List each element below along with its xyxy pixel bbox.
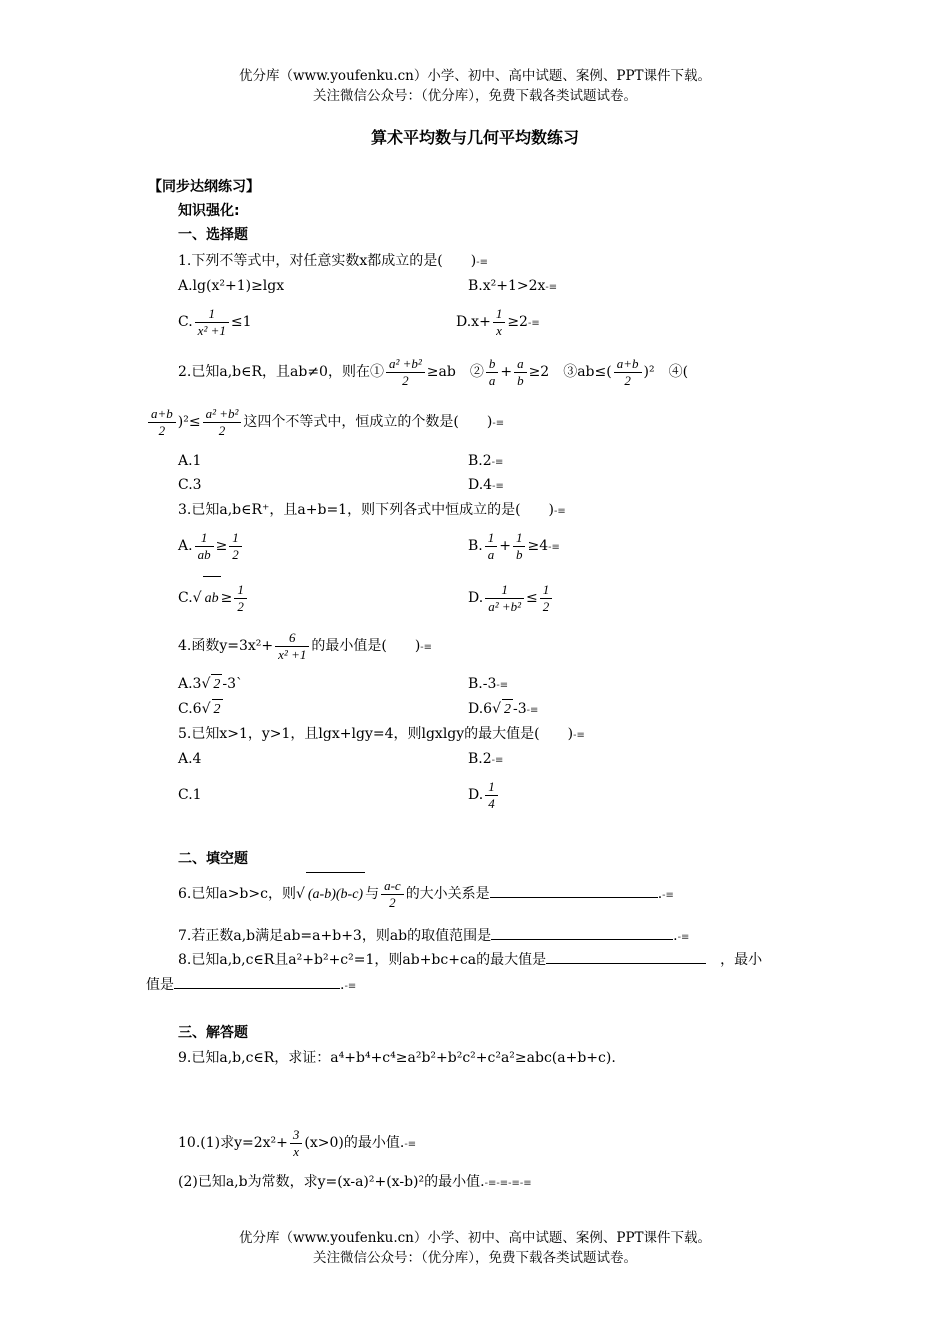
knowledge-heading: 知识强化: bbox=[178, 203, 240, 219]
q4-c-radicand: 2 bbox=[212, 699, 223, 720]
q1-option-a: A.lg(x²+1)≥lgx bbox=[178, 278, 285, 294]
page-title: 算术平均数与几何平均数练习 bbox=[370, 128, 579, 147]
q3-a-mid: ≥ bbox=[215, 538, 228, 554]
q1-c-den: x² +1 bbox=[195, 322, 229, 339]
q3-b-frac-2 bbox=[513, 530, 526, 563]
q10-p1-prefix: 10.(1)求y=2x²+ bbox=[178, 1135, 288, 1151]
q3-d-den2: 2 bbox=[540, 598, 553, 615]
q6-suffix: 的大小关系是 bbox=[405, 886, 490, 902]
q8-max-blank[interactable] bbox=[546, 949, 706, 964]
q2-after4: )²≤ bbox=[177, 414, 201, 430]
q2-f3-num: a bbox=[517, 355, 524, 371]
q2-frac-2 bbox=[486, 356, 499, 389]
q6-mid: 与 bbox=[365, 886, 380, 902]
part1-heading: 一、选择题 bbox=[178, 227, 248, 243]
q2-option-c: C.3 bbox=[178, 477, 202, 493]
q1-option-b-text: B.x²+1>2x bbox=[468, 278, 546, 294]
q4-c-prefix: C.6 bbox=[178, 701, 202, 717]
q5-d-prefix: D. bbox=[468, 787, 484, 803]
q1-stem-text: 1.下列不等式中，对任意实数x都成立的是( ) bbox=[178, 253, 477, 269]
q2-stem-line2: $\frac{a+b}{2}$ )²≤ $\frac{\text{a² +b²}}{2}$ 这四个不等式中，恒成立的个数是( )-≡ bbox=[146, 400, 504, 446]
q2-frac-6 bbox=[203, 406, 242, 439]
q2-f4-den: 2 bbox=[614, 372, 642, 389]
q3-c-radicand: ab bbox=[203, 576, 221, 621]
q4-d-suffix: -3 bbox=[513, 701, 527, 717]
q6-prefix: 6.已知a>b>c，则 bbox=[178, 886, 296, 902]
q3-b-plus: + bbox=[499, 538, 511, 554]
q2-after1: ≥ab ② bbox=[426, 364, 484, 380]
q7-end: . bbox=[673, 928, 678, 944]
q3-d-frac-2 bbox=[540, 582, 553, 615]
q3-b-prefix: B. bbox=[468, 538, 483, 554]
q3-a-frac-2 bbox=[229, 530, 242, 563]
q4-d-radicand: 2 bbox=[502, 699, 513, 720]
q5-option-b-text: B.2 bbox=[468, 751, 492, 767]
q8-min-blank[interactable] bbox=[174, 974, 340, 989]
q3-stem: 3.已知a,b∈R⁺，且a+b=1，则下列各式中恒成立的是( )-≡ bbox=[178, 502, 566, 518]
footer-line-2: 关注微信公众号：（优分库），免费下载各类试题试卷。 bbox=[313, 1250, 637, 1266]
q6-frac bbox=[381, 878, 404, 911]
sqrt-icon: √ bbox=[492, 701, 502, 717]
q3-d-mid: ≤ bbox=[526, 590, 538, 606]
q6-end: . bbox=[657, 886, 663, 902]
q2-plus: + bbox=[500, 364, 513, 380]
q10-den: x bbox=[290, 1143, 303, 1160]
q8-tail: ，最小 bbox=[720, 952, 763, 968]
q2-f1-den: 2 bbox=[386, 372, 425, 389]
q2-after2: ≥2 ③ab≤( bbox=[528, 364, 612, 380]
q2-after5: 这四个不等式中，恒成立的个数是( ) bbox=[243, 414, 493, 430]
header-line-2: 关注微信公众号：（优分库），免费下载各类试题试卷。 bbox=[313, 88, 637, 104]
q3-a-den: ab bbox=[195, 546, 214, 563]
q1-option-d: D.x+ $\frac{1}{x}$ ≥2-≡ bbox=[456, 305, 540, 338]
q3-a-num2: 1 bbox=[232, 529, 239, 545]
header-line-1: 优分库（www.youfenku.cn）小学、初中、高中试题、案例、PPT课件下载。 bbox=[238, 68, 712, 84]
q5-stem-text: 5.已知x>1，y>1，且lgx+lgy=4，则lgxlgy的最大值是( ) bbox=[178, 726, 574, 742]
q4-option-b-text: B.-3 bbox=[468, 676, 497, 692]
q3-d-num2: 1 bbox=[542, 581, 550, 597]
section-heading: 【同步达纲练习】 bbox=[148, 179, 260, 195]
q8-line2: 值是 .-≡ bbox=[146, 974, 356, 997]
q3-c-prefix: C. bbox=[178, 590, 193, 606]
q2-option-d: D.4-≡ bbox=[468, 477, 504, 493]
q1-d-num: 1 bbox=[495, 305, 503, 321]
q3-b-num2: 1 bbox=[515, 529, 523, 545]
q8-text: 8.已知a,b,c∈R且a²+b²+c²=1，则ab+bc+ca的最大值是 bbox=[178, 952, 547, 968]
q4-option-a bbox=[178, 674, 243, 695]
q3-b-den: a bbox=[485, 546, 498, 563]
q2-f6-den: 2 bbox=[203, 422, 242, 439]
q3-b-suffix: ≥4 bbox=[527, 538, 549, 554]
q2-after3: )² ④( bbox=[643, 364, 689, 380]
sqrt-icon: √ bbox=[192, 590, 202, 606]
q4-option-b: B.-3-≡ bbox=[468, 676, 509, 692]
q2-option-b: B.2-≡ bbox=[468, 453, 504, 469]
q10-p2-text: (2)已知a,b为常数，求y=(x-a)²+(x-b)²的最小值. bbox=[178, 1174, 485, 1190]
q5-d-den: 4 bbox=[485, 795, 498, 812]
q3-option-c bbox=[178, 576, 249, 621]
q2-f6-num: a² +b² bbox=[205, 405, 239, 421]
q4-prefix: 4.函数y=3x²+ bbox=[178, 638, 274, 654]
q5-d-frac bbox=[485, 779, 498, 812]
q5-option-a: A.4 bbox=[178, 751, 202, 767]
q10-frac bbox=[290, 1127, 303, 1160]
q1-d-fraction bbox=[493, 306, 506, 339]
q2-f2-den: a bbox=[486, 372, 499, 389]
q2-prefix: 2.已知a,b∈R，且ab≠0，则在① bbox=[178, 364, 384, 380]
part3-heading: 三、解答题 bbox=[178, 1025, 248, 1041]
q3-c-den: 2 bbox=[234, 598, 247, 615]
q4-d-prefix: D.6 bbox=[468, 701, 493, 717]
part2-heading: 二、填空题 bbox=[178, 851, 248, 867]
q4-a-radicand: 2 bbox=[211, 674, 222, 695]
q2-f3-den: b bbox=[514, 372, 527, 389]
q4-a-suffix: -3` bbox=[222, 676, 244, 692]
q6-radicand: (a-b)(b-c) bbox=[306, 872, 365, 917]
q1-d-den: x bbox=[493, 322, 506, 339]
q1-c-suffix: ≤1 bbox=[230, 314, 252, 330]
q1-c-num: 1 bbox=[208, 305, 216, 321]
q4-a-prefix: A.3 bbox=[178, 676, 202, 692]
q7-text: 7.若正数a,b满足ab=a+b+3，则ab的取值范围是 bbox=[178, 928, 492, 944]
q2-option-d-text: D.4 bbox=[468, 477, 493, 493]
q5-option-d bbox=[468, 773, 500, 817]
q1-c-fraction bbox=[195, 306, 229, 339]
q2-frac-5 bbox=[148, 406, 176, 439]
q4-suffix: 的最小值是( ) bbox=[311, 638, 421, 654]
q3-b-frac-1 bbox=[485, 530, 498, 563]
q1-d-prefix: D.x+ bbox=[456, 314, 491, 330]
q3-a-den2: 2 bbox=[229, 546, 242, 563]
q9: 9.已知a,b,c∈R，求证：a⁴+b⁴+c⁴≥a²b²+b²c²+c²a²≥abc(a+b+c). bbox=[178, 1050, 616, 1066]
q3-a-prefix: A. bbox=[178, 538, 193, 554]
q3-d-frac-1 bbox=[485, 582, 524, 615]
q8-end: . bbox=[340, 977, 345, 993]
q2-option-b-text: B.2 bbox=[468, 453, 492, 469]
q3-b-den2: b bbox=[513, 546, 526, 563]
sqrt-icon: √ bbox=[201, 676, 211, 692]
q8-line2-text: 值是 bbox=[146, 977, 174, 993]
q4-option-c bbox=[178, 699, 223, 720]
q3-c-num: 1 bbox=[237, 581, 244, 597]
q2-frac-1 bbox=[386, 356, 425, 389]
q3-d-den: a² +b² bbox=[485, 598, 524, 615]
q2-frac-4 bbox=[614, 356, 642, 389]
q1-option-c bbox=[178, 300, 252, 344]
footer-line-1: 优分库（www.youfenku.cn）小学、初中、高中试题、案例、PPT课件下载。 bbox=[238, 1230, 712, 1246]
q3-option-a bbox=[178, 524, 244, 568]
q3-b-num: 1 bbox=[487, 529, 495, 545]
q8-line1 bbox=[178, 949, 762, 970]
q5-option-b: B.2-≡ bbox=[468, 751, 504, 767]
q3-option-d bbox=[468, 576, 554, 620]
q4-frac bbox=[275, 630, 309, 663]
q10-p1-suffix: (x>0)的最小值. bbox=[304, 1135, 405, 1151]
q4-option-d: D.6√ 2 -3-≡ bbox=[468, 699, 538, 721]
q3-d-prefix: D. bbox=[468, 590, 484, 606]
q3-d-num: 1 bbox=[501, 581, 508, 597]
q5-option-c: C.1 bbox=[178, 787, 202, 803]
q2-stem-line1 bbox=[178, 350, 688, 394]
q4-stem: 4.函数y=3x²+ $\frac{6}{\text{x² +1}}$ 的最小值是( )-≡ bbox=[178, 629, 433, 662]
q10-num: 3 bbox=[292, 1126, 300, 1142]
q3-stem-text: 3.已知a,b∈R⁺，且a+b=1，则下列各式中恒成立的是( ) bbox=[178, 502, 555, 518]
sqrt-icon: √ bbox=[201, 701, 211, 717]
q2-frac-3 bbox=[514, 356, 527, 389]
q6-num: a-c bbox=[384, 877, 401, 893]
q2-f4-num: a+b bbox=[616, 355, 639, 371]
q1-c-prefix: C. bbox=[178, 314, 193, 330]
q1-option-b: B.x²+1>2x-≡ bbox=[468, 278, 558, 294]
q2-f2-num: b bbox=[488, 355, 496, 371]
q4-den: x² +1 bbox=[275, 646, 309, 663]
q5-d-num: 1 bbox=[488, 778, 495, 794]
q6-den: 2 bbox=[381, 894, 404, 911]
q6-answer-blank[interactable] bbox=[490, 883, 658, 898]
q10-part2: (2)已知a,b为常数，求y=(x-a)²+(x-b)²的最小值.-≡-≡-≡-≡ bbox=[178, 1174, 532, 1190]
q5-stem: 5.已知x>1，y>1，且lgx+lgy=4，则lgxlgy的最大值是( )-≡ bbox=[178, 726, 585, 742]
q2-f5-num: a+b bbox=[151, 405, 173, 421]
q1-stem: 1.下列不等式中，对任意实数x都成立的是( )-≡ bbox=[178, 253, 488, 269]
sqrt-icon: √ bbox=[295, 886, 305, 902]
q3-c-mid: ≥ bbox=[220, 590, 233, 606]
q3-a-num: 1 bbox=[200, 529, 208, 545]
q6: 6.已知a>b>c，则√ (a-b)(b-c) 与 $\frac{a-c}{2}$ 的大小关系是 .-≡ bbox=[178, 872, 674, 918]
q1-d-suffix: ≥2 bbox=[507, 314, 528, 330]
q4-num: 6 bbox=[289, 629, 296, 645]
q3-c-frac bbox=[234, 582, 247, 615]
q7-answer-blank[interactable] bbox=[491, 925, 673, 940]
q2-f1-num: a² +b² bbox=[388, 355, 422, 371]
q3-option-b: B. $\frac{1}{a}$ + $\frac{1}{b}$ ≥4-≡ bbox=[468, 529, 560, 562]
q3-a-frac-1 bbox=[195, 530, 214, 563]
q7: 7.若正数a,b满足ab=a+b+3，则ab的取值范围是 .-≡ bbox=[178, 925, 689, 948]
q2-f5-den: 2 bbox=[148, 422, 176, 439]
q2-option-a: A.1 bbox=[178, 453, 202, 469]
q10-part1: 10.(1)求y=2x²+ $\frac{3}{x}$ (x>0)的最小值.-≡ bbox=[178, 1126, 417, 1159]
